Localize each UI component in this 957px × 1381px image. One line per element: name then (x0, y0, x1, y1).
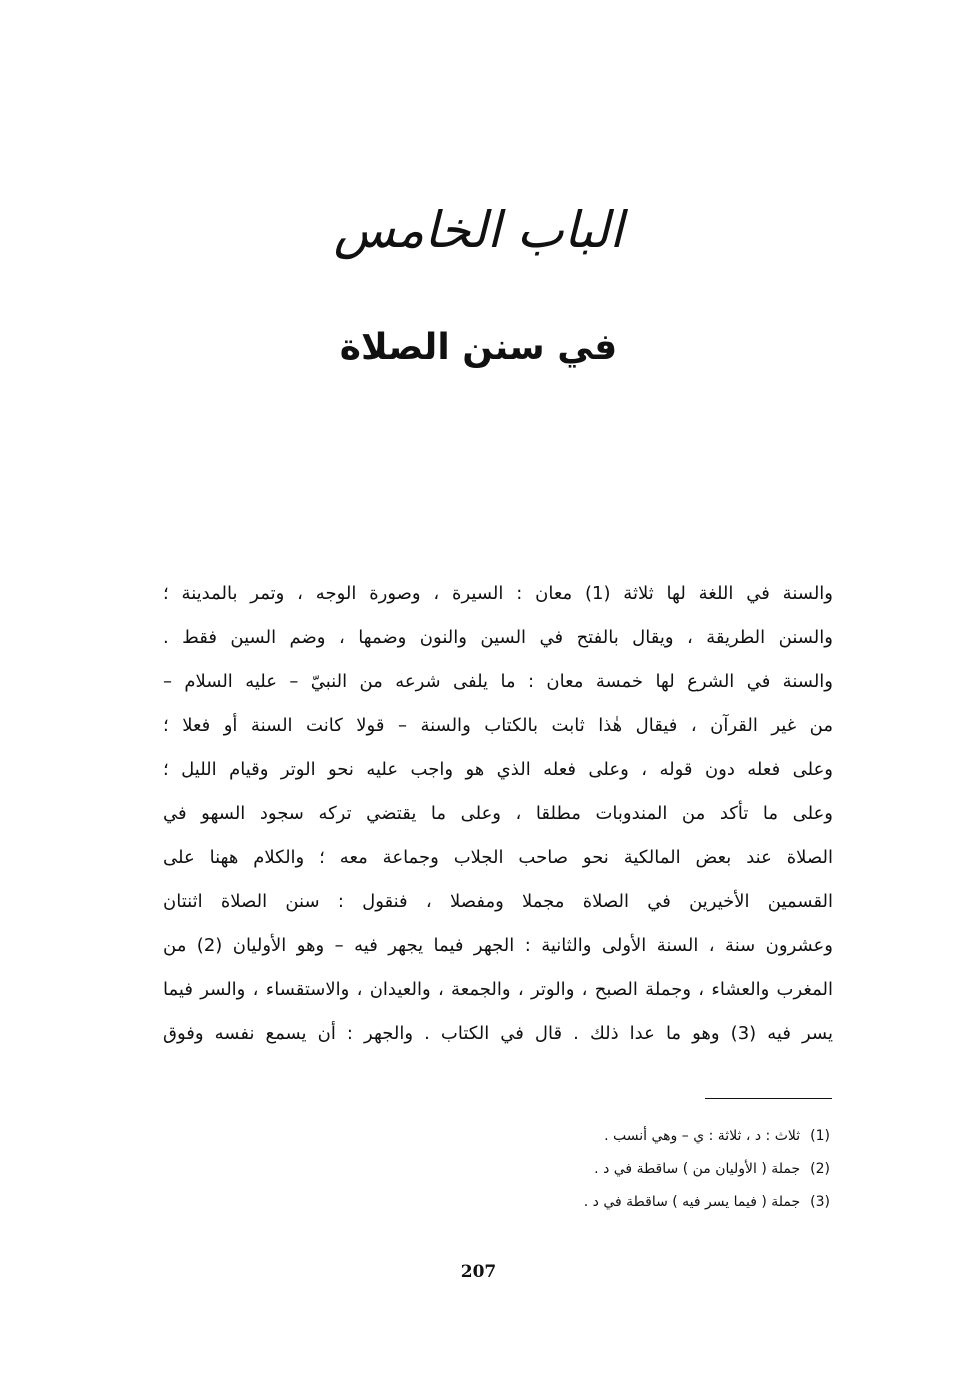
body-line: وعشرون سنة ، السنة الأولى والثانية : الجهر فيما يجهر فيه – وهو الأوليان (2) من (163, 935, 833, 956)
body-line: الصلاة عند بعض المالكية نحو صاحب الجلاب وجماعة معه ؛ والكلام ههنا على (163, 847, 833, 868)
body-line: وعلى ما تأكد من المندوبات مطلقا ، وعلى ما يقتضي تركه سجود السهو في (163, 803, 833, 824)
footnote-divider (705, 1098, 832, 1099)
chapter-heading: الباب الخامس (333, 201, 624, 259)
footnote-number: (3) (810, 1194, 830, 1210)
page-number: 207 (460, 1262, 497, 1282)
body-line: والسنة في اللغة لها ثلاثة (1) معان : السيرة ، وصورة الوجه ، وتمر بالمدينة ؛ (163, 583, 833, 604)
footnote-text: جملة ( فيما يسر فيه ) ساقطة في د . (583, 1194, 801, 1210)
footnote-text: جملة ( الأوليان من ) ساقطة في د . (594, 1161, 801, 1177)
body-line: وعلى فعله دون قوله ، وعلى فعله الذي هو واجب عليه نحو الوتر وقيام الليل ؛ (163, 759, 833, 780)
footnote (270, 1186, 830, 1219)
body-line: القسمين الأخيرين في الصلاة مجملا ومفصلا ، فنقول : سنن الصلاة اثنتان (163, 891, 833, 912)
footnote (270, 1153, 830, 1186)
body-line: يسر فيه (3) وهو ما عدا ذلك . قال في الكتاب . والجهر : أن يسمع نفسه وفوق (163, 1023, 833, 1044)
footnote-number: (2) (810, 1161, 830, 1177)
body-line: والسنة في الشرع لها خمسة معان : ما يلفى شرعه من النبيّ – عليه السلام – (163, 671, 833, 692)
section-title: في سنن الصلاة (339, 327, 618, 368)
body-text (163, 572, 833, 1056)
footnote-number: (1) (810, 1128, 830, 1144)
body-line: والسنن الطريقة ، ويقال بالفتح في السين والنون وضمها ، وضم السين فقط . (163, 627, 833, 648)
body-line: المغرب والعشاء ، وجملة الصبح ، والوتر ، والجمعة ، والعيدان ، والاستقساء ، والسر فيما (163, 979, 833, 1000)
footnote (270, 1120, 830, 1153)
body-line: من غير القرآن ، فيقال هٰذا ثابت بالكتاب والسنة – قولا كانت السنة أو فعلا ؛ (163, 715, 833, 736)
footnotes (270, 1120, 830, 1219)
footnote-text: ثلاث : د ، ثلاثة : ي – وهي أنسب . (604, 1128, 801, 1144)
